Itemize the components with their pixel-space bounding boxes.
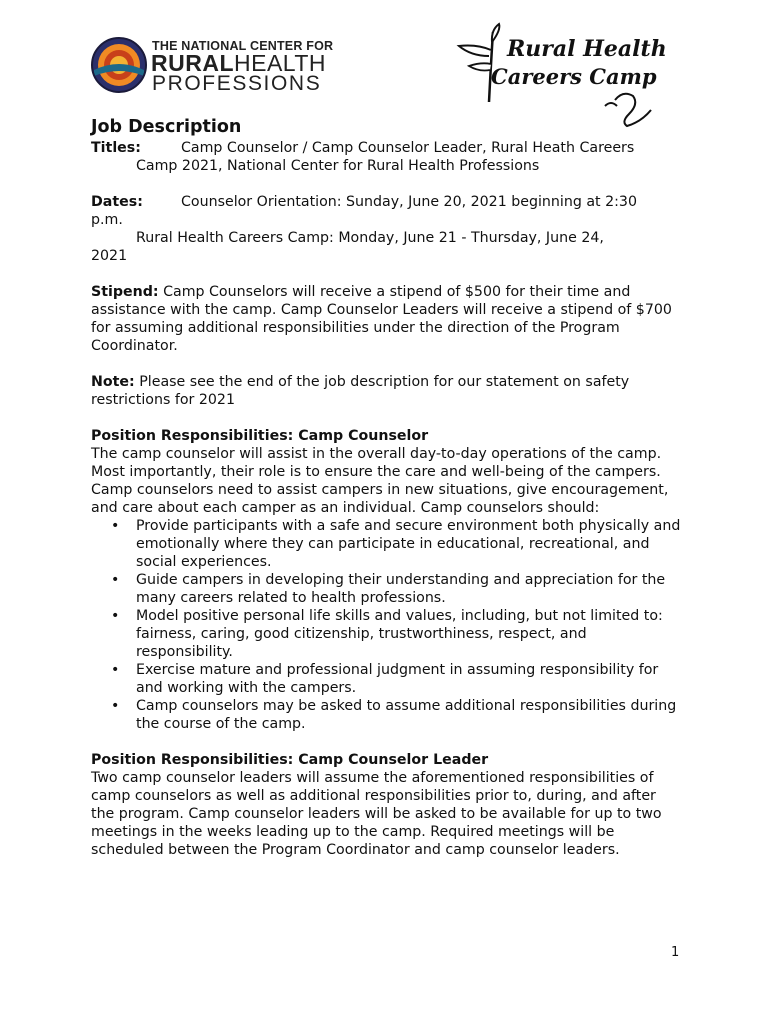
note-label: Note: bbox=[91, 374, 135, 390]
ncrhp-logo bbox=[90, 36, 334, 98]
note-text: Please see the end of the job description for our statement on safety restrictions for 2021 bbox=[91, 374, 630, 408]
dates-line1: Counselor Orientation: Sunday, June 20, 2021 beginning at 2:30 bbox=[181, 194, 637, 210]
page-number: 1 bbox=[671, 945, 680, 960]
list-item: • Provide participants with a safe and secure environment both physically and emotionally where they can participate in educational, recreational, and social experiences. bbox=[111, 518, 681, 570]
list-item: • Exercise mature and professional judgment in assuming responsibility for and working with the campers. bbox=[111, 662, 659, 696]
section-leader-text: Two camp counselor leaders will assume the aforementioned responsibilities of camp counselors as well as additional responsibilities prior to, during, and after the program. Camp counselor leaders will be asked to be available for up to two meetings in the weeks leading up to the camp. Required meetings will be scheduled between the Program Coordinator and camp counselor leaders. bbox=[91, 770, 662, 858]
note-paragraph bbox=[91, 373, 681, 409]
counselor-duties-list bbox=[91, 517, 681, 733]
dates-row bbox=[91, 193, 681, 211]
titles-line2: Camp 2021, National Center for Rural Health Professions bbox=[136, 158, 540, 174]
section-leader-title: Position Responsibilities: Camp Counselor Leader bbox=[91, 752, 489, 768]
document-body bbox=[91, 116, 681, 859]
ncrhp-logo-line1: THE NATIONAL CENTER FOR bbox=[152, 39, 334, 53]
bullet-icon: • bbox=[111, 572, 120, 588]
dates-line2-wrap: 2021 bbox=[91, 248, 128, 264]
rhcc-logo-line2: Careers Camp bbox=[491, 64, 657, 89]
stipend-label: Stipend: bbox=[91, 284, 159, 300]
ncrhp-logo-rural: RURAL bbox=[151, 50, 234, 76]
stipend-paragraph bbox=[91, 283, 681, 355]
list-item: • Model positive personal life skills and values, including, but not limited to: fairness, caring, good citizenship, trustworthiness, respect, and responsibility. bbox=[111, 608, 663, 660]
dates-label: Dates: bbox=[91, 194, 143, 210]
titles-row bbox=[91, 139, 681, 157]
stipend-text: Camp Counselors will receive a stipend of $500 for their time and assistance with the camp. Camp Counselor Leaders will receive a stipend of $700 for assuming additional responsibilities under the direction of the Program Coordinator. bbox=[91, 284, 672, 354]
rhcc-logo-line1: Rural Health bbox=[507, 36, 667, 62]
dates-line1-wrap: p.m. bbox=[91, 212, 123, 228]
bullet-icon: • bbox=[111, 698, 120, 714]
titles-line1: Camp Counselor / Camp Counselor Leader, Rural Heath Careers bbox=[181, 140, 635, 156]
list-item: • Camp counselors may be asked to assume additional responsibilities during the course of the camp. bbox=[111, 698, 677, 732]
ncrhp-globe-icon bbox=[90, 36, 148, 94]
document-title: Job Description bbox=[91, 117, 242, 137]
bullet-icon: • bbox=[111, 518, 120, 534]
bullet-icon: • bbox=[111, 662, 120, 678]
section-counselor-title: Position Responsibilities: Camp Counselor bbox=[91, 428, 429, 444]
ncrhp-logo-health: HEALTH bbox=[234, 50, 327, 76]
ncrhp-logo-line3: PROFESSIONS bbox=[152, 72, 322, 95]
section-counselor-intro: The camp counselor will assist in the overall day-to-day operations of the camp. Most importantly, their role is to ensure the care and well-being of the campers. Camp counselors need to assist campers in new situations, give encouragement, and care about each camper as an individual. Camp counselors should: bbox=[91, 446, 669, 516]
list-item: • Guide campers in developing their understanding and appreciation for the many careers related to health professions. bbox=[111, 572, 666, 606]
bullet-icon: • bbox=[111, 608, 120, 624]
titles-label: Titles: bbox=[91, 140, 141, 156]
dates-line2: Rural Health Careers Camp: Monday, June 21 - Thursday, June 24, bbox=[136, 230, 604, 246]
